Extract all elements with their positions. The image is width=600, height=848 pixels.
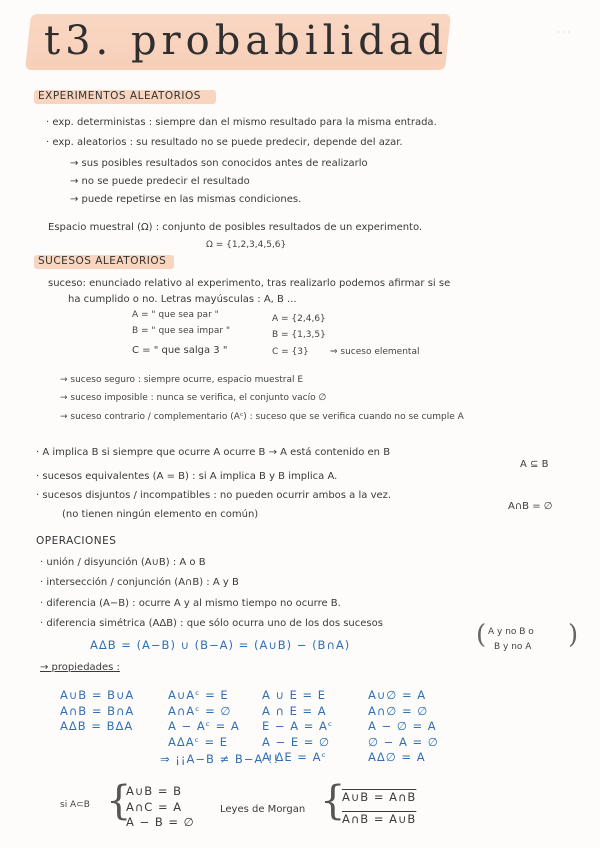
bullet-line: → no se puede predecir el resultado xyxy=(70,176,250,187)
conjunto-a: A = {2,4,6} xyxy=(272,314,326,324)
propiedades-vacio: A∪∅ = A A∩∅ = ∅ A − ∅ = A ∅ − A = ∅ AΔ∅ = A xyxy=(368,688,439,764)
suceso-imposible: → suceso imposible : nunca se verifica, el conjunto vacío ∅ xyxy=(60,393,327,403)
propiedades-complemento: A∪Aᶜ = E A∩Aᶜ = ∅ A − Aᶜ = A AΔAᶜ = E xyxy=(168,688,240,749)
morgan-2: A∩B = A∪B xyxy=(342,812,417,826)
bullet-line: → sus posibles resultados son conocidos antes de realizarlo xyxy=(70,158,368,169)
suceso-seguro: → suceso seguro : siempre ocurre, espacio muestral E xyxy=(60,375,304,385)
simetrica-note-1: A y no B o xyxy=(488,627,534,637)
op-diferencia: · diferencia (A−B) : ocurre A y al mismo tiempo no ocurre B. xyxy=(40,598,341,609)
op-union: · unión / disyunción (A∪B) : A o B xyxy=(40,557,206,568)
aleatorios-line: · exp. aleatorios : su resultado no se puede predecir, depende del azar. xyxy=(46,137,403,148)
ejemplo-a: A = " que sea par " xyxy=(132,310,219,320)
leyes-morgan: Leyes de Morgan xyxy=(220,804,306,815)
ejemplo-c: C = " que salga 3 " xyxy=(132,345,228,356)
disjuntos-symbol: A∩B = ∅ xyxy=(508,501,553,512)
conjunto-b: B = {1,3,5} xyxy=(272,330,326,340)
op-simetrica: · diferencia simétrica (AΔB) : que sólo ocurra uno de los dos sucesos xyxy=(40,618,383,629)
bullet-line: → puede repetirse en las mismas condiciones. xyxy=(70,194,302,205)
disjuntos-note: (no tienen ningún elemento en común) xyxy=(62,509,259,520)
suceso-def-1: suceso: enunciado relativo al experimento, tras realizarlo podemos afirmar si se xyxy=(48,278,451,289)
suceso-def-2: ha cumplido o no. Letras mayúsculas : A, B ... xyxy=(68,294,297,305)
espacio-muestral: Espacio muestral (Ω) : conjunto de posibles resultados de un experimento. xyxy=(48,222,423,233)
equivalentes-line: · sucesos equivalentes (A = B) : si A implica B y B implica A. xyxy=(36,471,338,482)
page-title: t3. probabilidad xyxy=(44,18,449,64)
paren-open: ( xyxy=(476,620,487,650)
section-heading-sucesos: SUCESOS ALEATORIOS xyxy=(38,255,167,267)
si-label: si A⊂B xyxy=(60,800,90,810)
morgan-1: A∪B = A∩B xyxy=(342,790,417,804)
deterministas-line: · exp. deterministas : siempre dan el mismo resultado para la misma entrada. xyxy=(46,117,437,128)
conjunto-c: C = {3} xyxy=(272,347,309,357)
simetrica-formula: AΔB = (A−B) ∪ (B−A) = (A∪B) − (B∩A) xyxy=(90,638,351,652)
implica-line: · A implica B si siempre que ocurre A ocurre B → A está contenido en B xyxy=(36,447,391,458)
paren-close: ) xyxy=(568,620,579,650)
suceso-elemental: ⇒ suceso elemental xyxy=(330,347,420,357)
espacio-ejemplo: Ω = {1,2,3,4,5,6} xyxy=(206,240,287,250)
brace-morgan: { xyxy=(320,778,346,824)
propiedades-nota: ⇒ ¡¡A−B ≠ B−A !! xyxy=(160,752,280,766)
suceso-contrario: → suceso contrario / complementario (Aᶜ) : suceso que se verifica cuando no se cumple A xyxy=(60,412,464,422)
ejemplo-b: B = " que sea impar " xyxy=(132,326,231,336)
disjuntos-line: · sucesos disjuntos / incompatibles : no pueden ocurrir ambos a la vez. xyxy=(36,490,392,501)
section-heading-operaciones: OPERACIONES xyxy=(36,535,117,547)
si-propiedades: A∪B = B A∩C = A A − B = ∅ xyxy=(126,784,195,829)
section-heading-experimentos: EXPERIMENTOS ALEATORIOS xyxy=(38,90,201,102)
implica-symbol: A ⊆ B xyxy=(520,459,549,470)
corner-note: · · · xyxy=(557,28,570,37)
simetrica-note-2: B y no A xyxy=(494,642,532,652)
brace-left: { xyxy=(106,778,132,824)
op-interseccion: · intersección / conjunción (A∩B) : A y B xyxy=(40,577,239,588)
propiedades-conmutativas: A∪B = B∪A A∩B = B∩A AΔB = BΔA xyxy=(60,688,135,733)
propiedades-espacio: A ∪ E = E A ∩ E = A E − A = Aᶜ A − E = ∅ A ΔE = Aᶜ xyxy=(262,688,334,764)
propiedades-heading: → propiedades : xyxy=(40,662,120,673)
